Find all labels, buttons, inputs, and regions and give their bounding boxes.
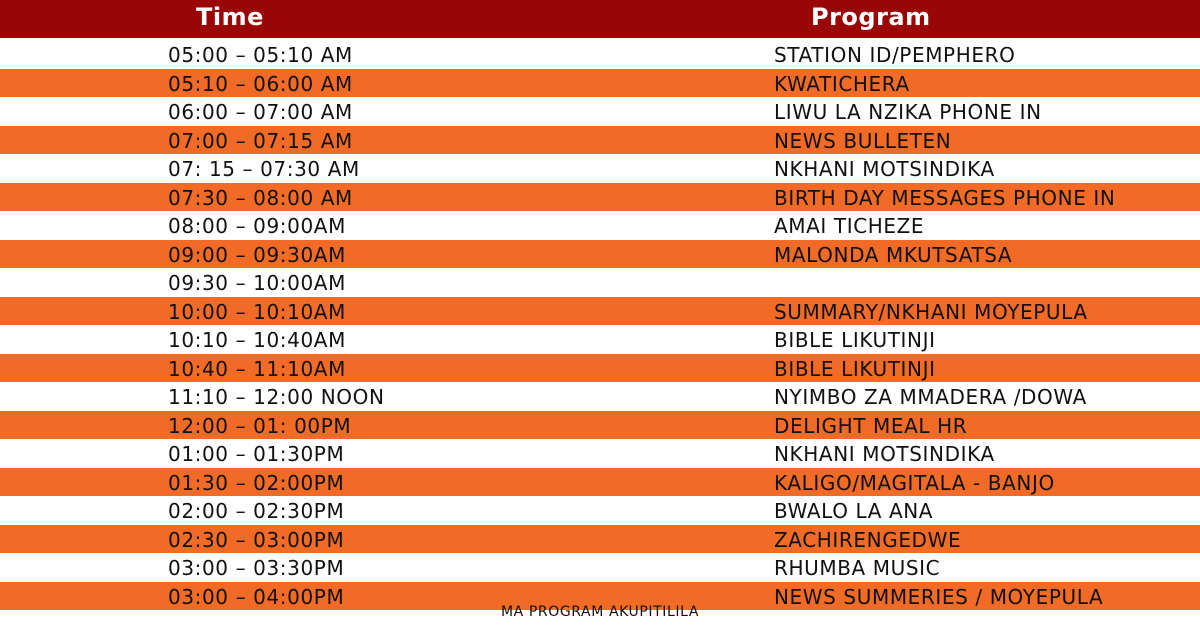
time-cell: 02:00 – 02:30PM (168, 499, 345, 523)
program-cell: LIWU LA NZIKA PHONE IN (774, 100, 1042, 124)
schedule-row (0, 40, 1200, 69)
program-cell: NEWS BULLETEN (774, 128, 952, 153)
time-cell: 09:30 – 10:00AM (168, 271, 346, 295)
time-cell: 07:30 – 08:00 AM (168, 185, 353, 210)
program-cell: BIBLE LIKUTINJI (774, 328, 936, 352)
schedule-row (0, 411, 1200, 440)
program-column-header: Program (811, 3, 931, 31)
program-cell: BWALO LA ANA (774, 499, 934, 523)
schedule-row (0, 211, 1200, 240)
schedule-row (0, 553, 1200, 582)
time-cell: 06:00 – 07:00 AM (168, 100, 353, 124)
time-cell: 07:00 – 07:15 AM (168, 128, 353, 153)
schedule-row (0, 297, 1200, 326)
program-cell: BIBLE LIKUTINJI (774, 356, 936, 381)
time-cell: 05:00 – 05:10 AM (168, 43, 353, 67)
schedule-table (0, 40, 1200, 610)
time-cell: 03:00 – 04:00PM (168, 584, 345, 609)
time-cell: 03:00 – 03:30PM (168, 556, 345, 580)
time-cell: 02:30 – 03:00PM (168, 527, 345, 552)
program-cell: AMAI TICHEZE (774, 214, 925, 238)
program-cell: ZACHIRENGEDWE (774, 527, 962, 552)
time-cell: 12:00 – 01: 00PM (168, 413, 352, 438)
schedule-row (0, 268, 1200, 297)
program-cell: MALONDA MKUTSATSA (774, 242, 1013, 267)
time-cell: 11:10 – 12:00 NOON (168, 385, 385, 409)
schedule-row (0, 496, 1200, 525)
time-cell: 10:10 – 10:40AM (168, 328, 346, 352)
time-cell: 01:30 – 02:00PM (168, 470, 345, 495)
time-cell: 10:00 – 10:10AM (168, 299, 346, 324)
schedule-header (0, 0, 1200, 38)
time-cell: 05:10 – 06:00 AM (168, 71, 353, 96)
schedule-row (0, 126, 1200, 155)
schedule-row (0, 183, 1200, 212)
schedule-row (0, 240, 1200, 269)
schedule-row (0, 382, 1200, 411)
time-column-header: Time (196, 3, 264, 31)
schedule-row (0, 354, 1200, 383)
schedule-row (0, 97, 1200, 126)
schedule-row (0, 69, 1200, 98)
program-cell: STATION ID/PEMPHERO (774, 43, 1016, 67)
program-cell: SUMMARY/NKHANI MOYEPULA (774, 299, 1088, 324)
schedule-row (0, 468, 1200, 497)
program-cell: KWATICHERA (774, 71, 910, 96)
time-cell: 08:00 – 09:00AM (168, 214, 346, 238)
program-cell: NYIMBO ZA MMADERA /DOWA (774, 385, 1087, 409)
program-cell: BIRTH DAY MESSAGES PHONE IN (774, 185, 1116, 210)
program-cell: NKHANI MOTSINDIKA (774, 157, 995, 181)
program-cell: RHUMBA MUSIC (774, 556, 941, 580)
schedule-row (0, 154, 1200, 183)
schedule-row (0, 439, 1200, 468)
time-cell: 09:00 – 09:30AM (168, 242, 346, 267)
program-cell: DELIGHT MEAL HR (774, 413, 968, 438)
footer-note: MA PROGRAM AKUPITILILA (500, 604, 700, 620)
time-cell: 07: 15 – 07:30 AM (168, 157, 360, 181)
time-cell: 01:00 – 01:30PM (168, 442, 345, 466)
program-cell: KALIGO/MAGITALA - BANJO (774, 470, 1055, 495)
program-cell: NKHANI MOTSINDIKA (774, 442, 995, 466)
program-cell: NEWS SUMMERIES / MOYEPULA (774, 584, 1104, 609)
schedule-row (0, 525, 1200, 554)
schedule-row (0, 325, 1200, 354)
time-cell: 10:40 – 11:10AM (168, 356, 346, 381)
